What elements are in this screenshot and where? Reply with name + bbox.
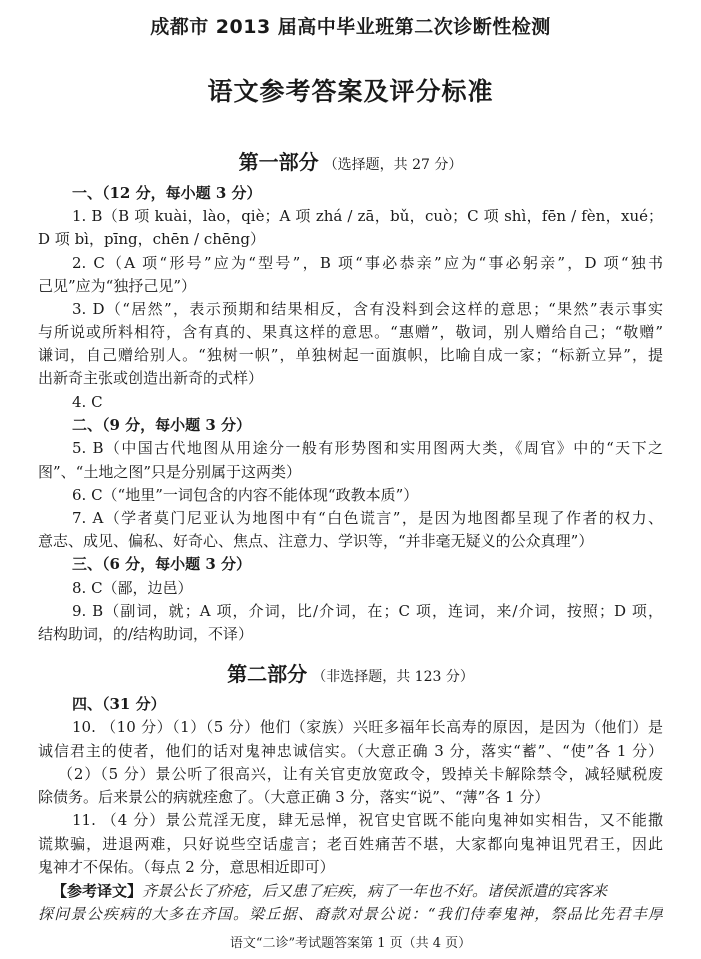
answer-3-line-3: 谦词，自己赠给别人。“独树一帜”，单独树起一面旗帜，比喻自成一家；“标新立异”，提 [38,346,663,364]
part2-heading [0,658,701,687]
answer-9-line-1: 9. B（副词，就；A 项，介词，比/介词，在；C 项，连词，来/介词，按照；D 项， [72,602,663,620]
document-subtitle: 语文参考答案及评分标准 [207,77,494,106]
section-4-heading: 四、（31 分） [72,695,166,713]
answer-3-line-2: 与所说或所料相符，含有真的、果真这样的意思。“惠赠”，敬词，别人赠给自己；“敬赠” [38,323,663,341]
document-title: 成都市 2013 届高中毕业班第二次诊断性检测 [150,16,551,38]
answer-10-line-1: 10. （10 分）（1）（5 分）他们（家族）兴旺多福年长高寿的原因，是因为（他们）是 [72,718,663,736]
translation-text-1: 齐景公长了疥疮，后又患了疟疾，病了一年也不好。诸侯派遣的宾客来 [142,882,608,900]
answer-6: 6. C（“地里”一词包含的内容不能体现“政教本质”） [72,486,419,504]
answer-11-line-2: 谎欺骗，进退两难，只好说些空话虚言；老百姓痛苦不堪，大家都向鬼神诅咒君王，因此 [38,835,663,853]
answer-11-line-1: 11. （4 分）景公荒淫无度，肆无忌惮，祝官史官既不能向鬼神如实相告，又不能撒 [72,811,663,829]
part1-title: 第一部分 [238,150,319,174]
answer-5-line-1: 5. B（中国古代地图从用途分一般有形势图和实用图两大类，《周官》中的“天下之 [72,439,663,457]
answer-10-line-2: 诚信君主的使者，他们的话对鬼神忠诚信实。（大意正确 3 分，落实“蓄”、“使”各 1 分） [38,742,663,760]
answer-1-line-2: D 项 bì，pīng，chēn / chēng） [38,230,266,248]
translation-label: 【参考译文】 [52,882,143,900]
section-3-heading: 三、（6 分，每小题 3 分） [72,555,252,573]
answer-5-line-2: 图”、“土地之图”只是分别属于这两类） [38,463,302,481]
part2-note: （非选择题，共 123 分） [312,669,474,685]
answer-3-line-1: 3. D（“居然”，表示预期和结果相反，含有没料到会这样的意思；“果然”表示事实 [72,300,663,318]
answer-9-line-2: 结构助词，的/结构助词，不译） [38,625,254,643]
answer-1-line-1: 1. B（B 项 kuài，lào，qiè；A 项 zhá / zā，bǔ，cuò；C 项 shì，fēn / fèn，xué； [72,207,663,225]
section-2-heading: 二、（9 分，每小题 3 分） [72,416,252,434]
answer-2-line-1: 2. C（A 项“形号”应为“型号”，B 项“事必恭亲”应为“事必躬亲”，D 项“独书 [72,254,663,272]
part1-note: （选择题，共 27 分） [323,157,463,173]
part1-heading [0,146,701,175]
page-footer: 语文“二诊”考试题答案第 1 页（共 4 页） [229,936,472,951]
answer-10-line-3: （2）（5 分）景公听了很高兴，让有关官吏放宽政令，毁掉关卡解除禁令，减轻赋税废 [58,765,663,783]
answer-11-line-3: 鬼神才不保佑。（每点 2 分，意思相近即可） [38,858,335,876]
answer-4: 4. C [72,393,103,411]
answer-8: 8. C（鄙，边邑） [72,579,193,597]
section-1-heading: 一、（12 分，每小题 3 分） [72,184,262,202]
translation-line-1 [52,880,663,902]
answer-10-line-4: 除债务。后来景公的病就痊愈了。（大意正确 3 分，落实“说”、“薄”各 1 分） [38,788,550,806]
answer-2-line-2: 己见”应为“独抒己见”） [38,277,197,295]
answer-7-line-1: 7. A（学者莫门尼亚认为地图中有“白色谎言”，是因为地图都呈现了作者的权力、 [72,509,663,527]
part2-title: 第二部分 [227,662,308,686]
translation-line-2: 探问景公疾病的大多在齐国。梁丘据、裔款对景公说：“我们侍奉鬼神，祭品比先君丰厚 [38,905,663,923]
answer-7-line-2: 意志、成见、偏私、好奇心、焦点、注意力、学识等，“并非毫无疑义的公众真理”） [38,532,594,550]
answer-3-line-4: 出新奇主张或创造出新奇的式样） [38,369,264,387]
